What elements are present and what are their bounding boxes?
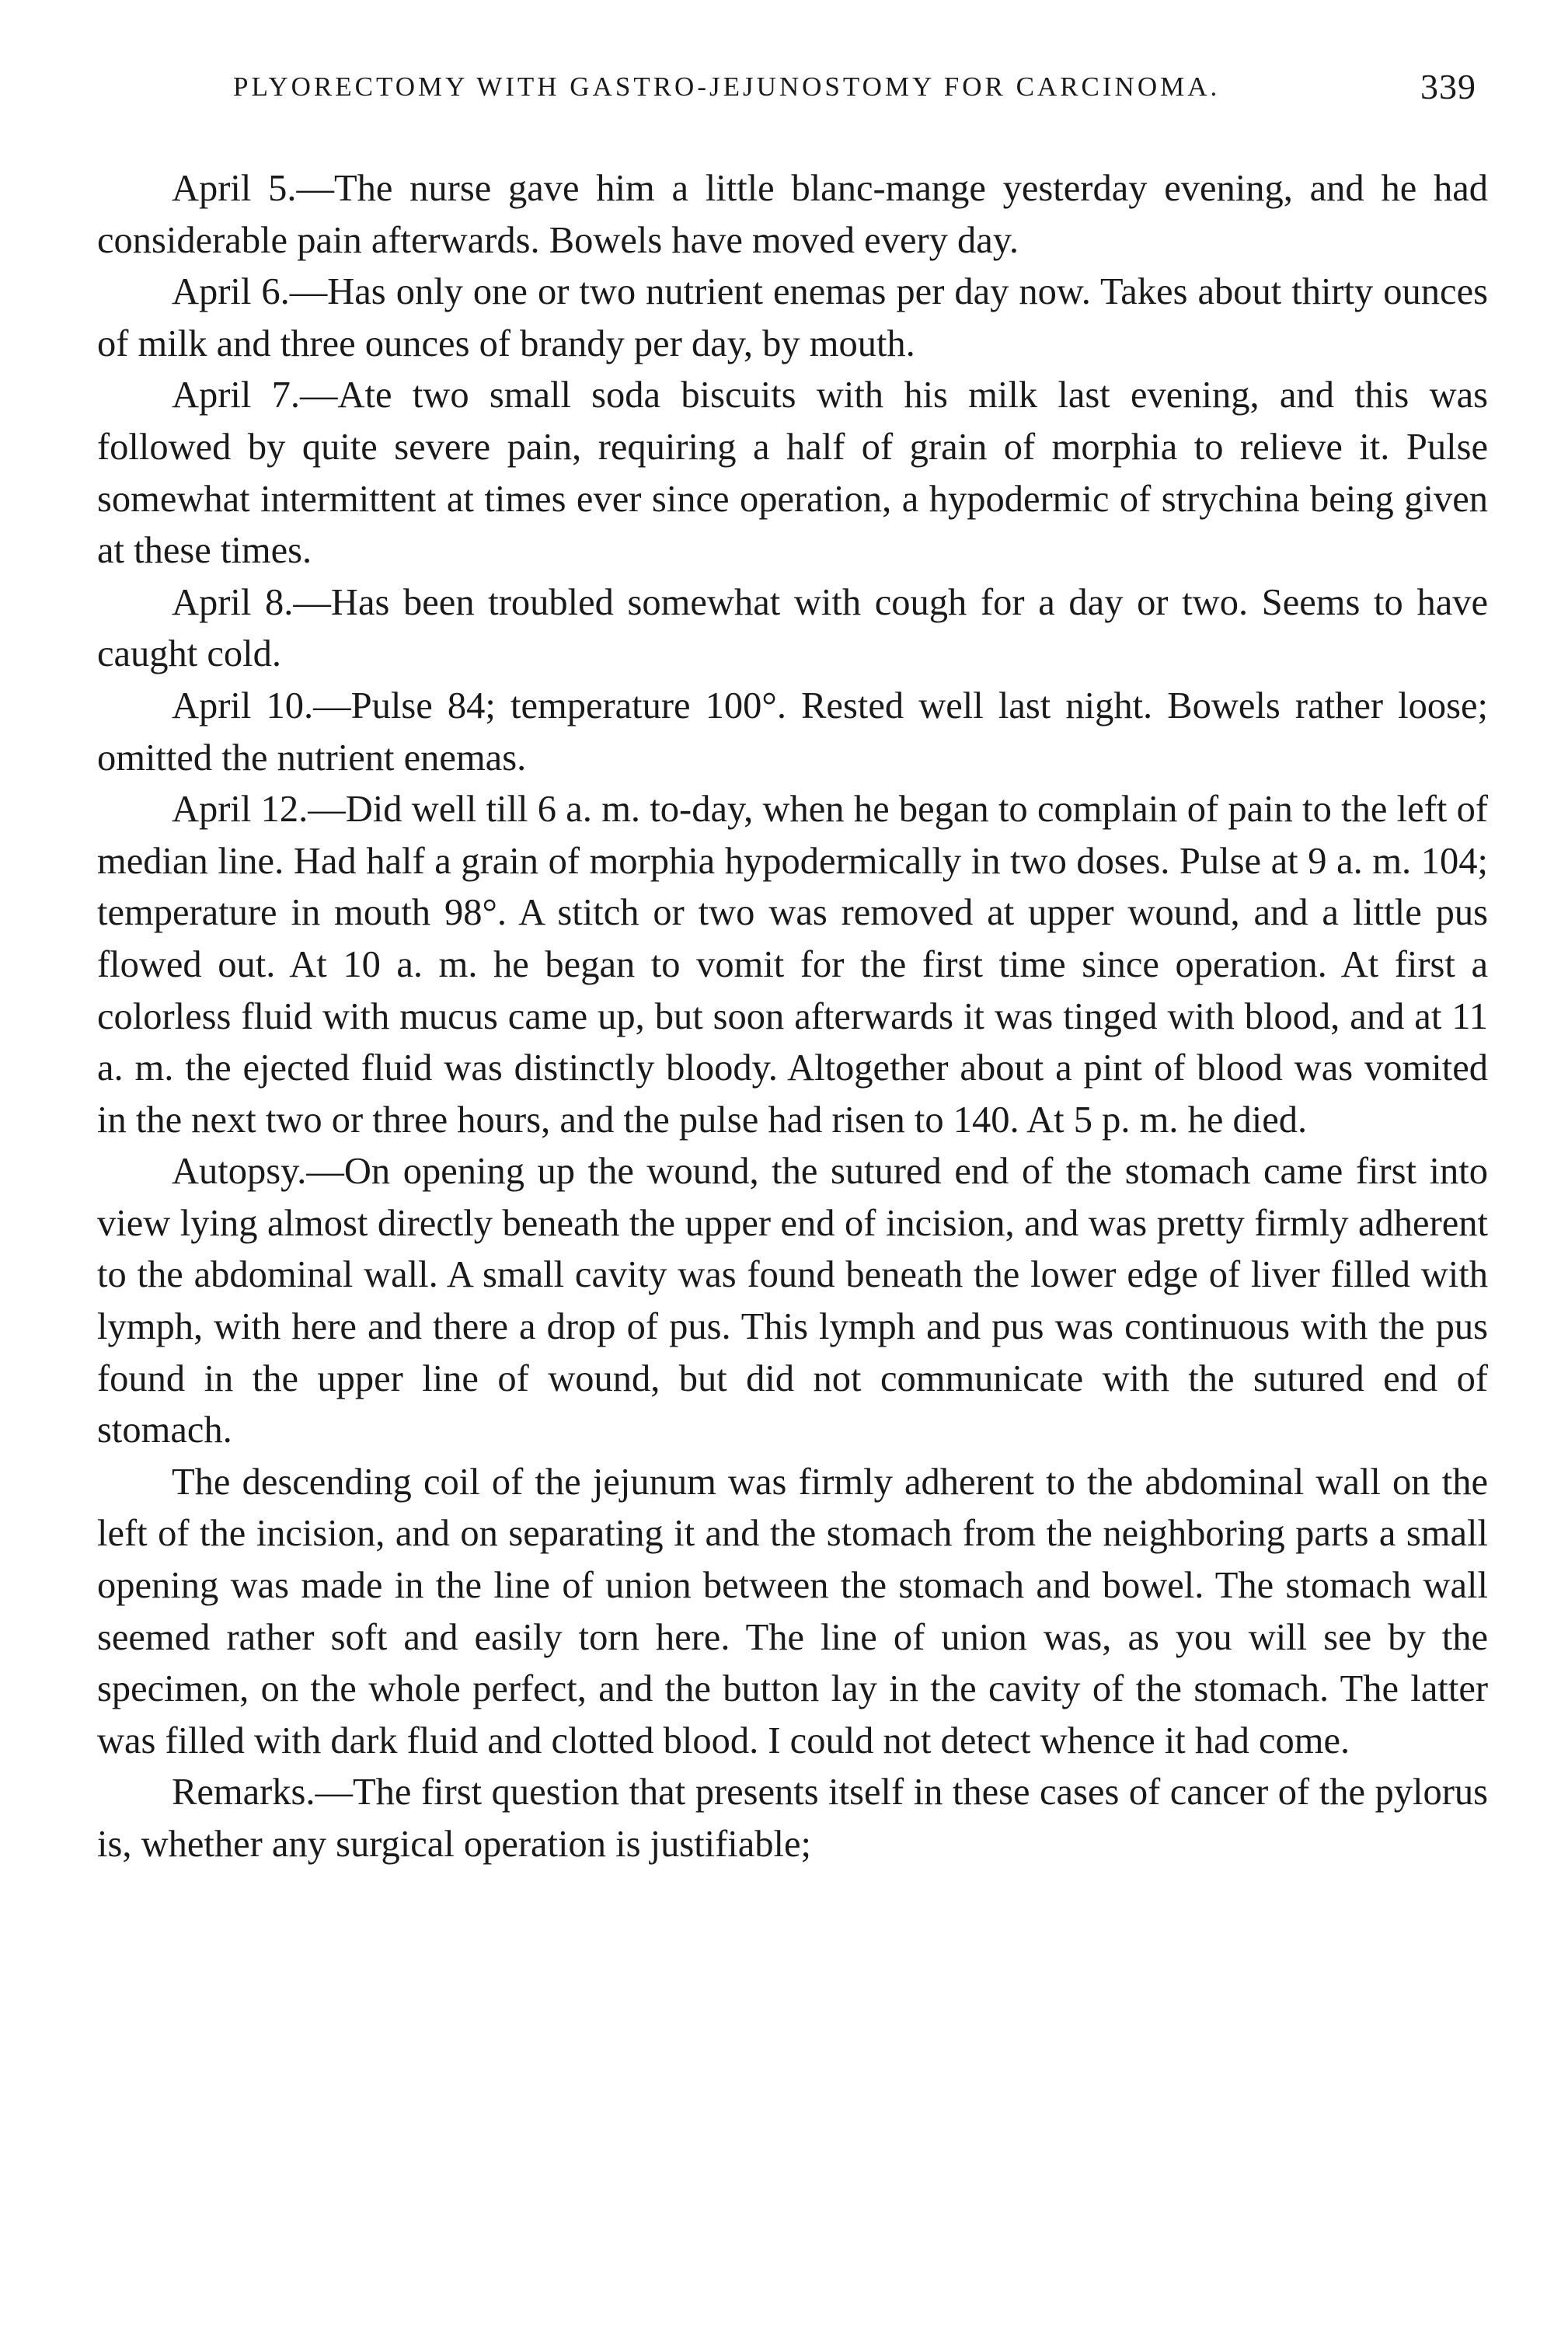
paragraph-descending-coil: The descending coil of the jejunum was firmly adherent to the abdominal wall on the left of the incision, and on separating it and the stomach from the neighboring parts a small opening was made in the line of union between the stomach and bowel. The stomach wall seemed rather soft and easily torn here. The line of union was, as you will see by the specimen, on the whole perfect, and the button lay in the cavity of the stomach. The latter was filled with dark fluid and clotted blood. I could not detect whence it had come.: [97, 1461, 1488, 1761]
paragraph-april-5: April 5.—The nurse gave him a little blanc-mange yesterday evening, and he had considerable pain afterwards. Bowels have moved every day.: [97, 168, 1488, 261]
paragraph-remarks: Remarks.—The first question that presents itself in these cases of cancer of the pylorus is, whether any surgical operation is justifiable;: [97, 1772, 1488, 1865]
paragraph-autopsy: Autopsy.—On opening up the wound, the sutured end of the stomach came first into view lying almost directly beneath the upper end of incision, and was pretty firmly adherent to the abdominal wall. A small cavity was found beneath the lower edge of liver filled with lymph, with here and there a drop of pus. This lymph and pus was continuous with the pus found in the upper line of wound, but did not communicate with the sutured end of stomach.: [97, 1151, 1488, 1451]
paragraph-april-6: April 6.—Has only one or two nutrient enemas per day now. Takes about thirty ounces of milk and three ounces of brandy per day, by mouth.: [97, 271, 1488, 364]
running-title: PLYORECTOMY WITH GASTRO-JEJUNOSTOMY FOR CARCINOMA.: [233, 71, 1221, 102]
paragraph-april-8: April 8.—Has been troubled somewhat with cough for a day or two. Seems to have caught cold.: [97, 581, 1488, 675]
page-number: 339: [1420, 67, 1476, 106]
running-head: [233, 64, 1476, 110]
paragraph-april-10: April 10.—Pulse 84; temperature 100°. Rested well last night. Bowels rather loose; omitted the nutrient enemas.: [97, 685, 1488, 779]
paragraph-april-12: April 12.—Did well till 6 a. m. to-day, when he began to complain of pain to the left of median line. Had half a grain of morphia hypodermically in two doses. Pulse at 9 a. m. 104; temperature in mouth 98°. A stitch or two was removed at upper wound, and a little pus flowed out. At 10 a. m. he began to vomit for the first time since operation. At first a colorless fluid with mucus came up, but soon afterwards it was tinged with blood, and at 11 a. m. the ejected fluid was distinctly bloody. Altogether about a pint of blood was vomited in the next two or three hours, and the pulse had risen to 140. At 5 p. m. he died.: [97, 789, 1488, 1141]
paragraph-april-7: April 7.—Ate two small soda biscuits with his milk last evening, and this was followed by quite severe pain, requiring a half of grain of morphia to relieve it. Pulse somewhat intermittent at times ever since operation, a hypodermic of strychina being given at these times.: [97, 375, 1488, 572]
body-text: [97, 163, 1488, 1871]
